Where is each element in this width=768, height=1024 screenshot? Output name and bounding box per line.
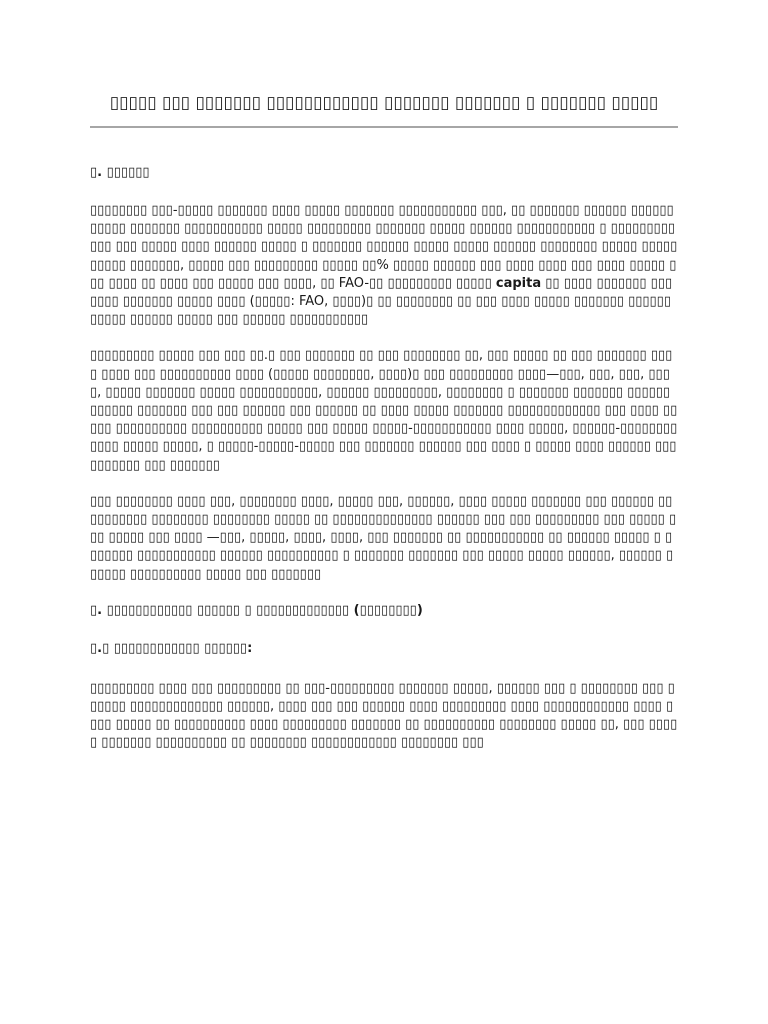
- section-1-heading: ▯. ▯▯▯▯▯▯: [90, 165, 150, 180]
- document-page: [90, 92, 678, 771]
- title-divider: [90, 126, 678, 128]
- paragraph-3: ▯▯▯ ▯▯▯▯▯▯▯▯ ▯▯▯▯ ▯▯▯, ▯▯▯▯▯▯▯▯ ▯▯▯▯, ▯▯▯▯▯ ▯▯▯, ▯▯▯▯▯▯, ▯▯▯▯ ▯▯▯▯▯ ▯▯▯▯▯▯▯ ▯▯▯ ▯▯▯▯▯▯ ▯▯▯▯▯▯▯▯▯▯ ▯▯▯▯▯▯▯▯ ▯▯▯▯▯▯▯▯ ▯▯▯▯▯ ▯▯ ▯▯▯▯▯▯▯▯▯▯▯▯▯▯ ▯▯▯▯▯▯ ▯▯▯ ▯▯▯ ▯▯▯▯▯▯▯▯▯ ▯▯▯ ▯▯▯▯▯ ▯▯▯ ▯▯▯▯▯ ▯▯▯ ▯▯▯▯ —▯▯▯, ▯▯▯▯▯, ▯▯▯▯, ▯▯▯▯, ▯▯▯ ▯▯▯▯▯▯▯ ▯▯ ▯▯▯▯▯▯▯▯▯▯▯ ▯▯ ▯▯▯▯▯▯ ▯▯▯▯▯ ▯ ▯▯▯▯▯▯▯ ▯▯▯▯▯▯▯▯▯▯▯ ▯▯▯▯▯▯ ▯▯▯▯▯▯▯▯▯▯ ▯ ▯▯▯▯▯▯▯ ▯▯▯▯▯▯▯ ▯▯▯ ▯▯▯▯▯ ▯▯▯▯▯ ▯▯▯▯▯▯, ▯▯▯▯▯▯ ▯ ▯▯▯▯▯ ▯▯▯▯▯▯▯▯▯▯ ▯▯▯▯▯ ▯▯▯ ▯▯▯▯▯▯▯: [90, 493, 677, 582]
- paragraph-4: ▯▯▯▯▯▯▯▯▯ ▯▯▯▯ ▯▯▯ ▯▯▯▯▯▯▯▯▯ ▯▯ ▯▯▯-▯▯▯▯▯▯▯▯▯ ▯▯▯▯▯▯▯ ▯▯▯▯▯, ▯▯▯▯▯▯ ▯▯▯ ▯ ▯▯▯▯▯▯▯▯ ▯▯▯ ▯▯▯▯▯▯ ▯▯▯▯▯▯▯▯▯▯▯▯▯ ▯▯▯▯▯▯, ▯▯▯▯ ▯▯▯ ▯▯▯ ▯▯▯▯▯▯ ▯▯▯▯ ▯▯▯▯▯▯▯▯▯ ▯▯▯▯ ▯▯▯▯▯▯▯▯▯▯▯▯ ▯▯▯▯ ▯▯▯▯ ▯▯▯▯▯ ▯▯ ▯▯▯▯▯▯▯▯▯▯ ▯▯▯▯ ▯▯▯▯▯▯▯▯▯ ▯▯▯▯▯▯▯ ▯▯ ▯▯▯▯▯▯▯▯▯▯ ▯▯▯▯▯▯▯▯ ▯▯▯▯▯ ▯▯, ▯▯▯ ▯▯▯▯▯ ▯▯▯▯▯▯▯ ▯▯▯▯▯▯▯▯▯▯ ▯▯ ▯▯▯▯▯▯▯▯ ▯▯▯▯▯▯▯▯▯▯▯▯ ▯▯▯▯▯▯▯▯ ▯▯▯: [90, 680, 678, 751]
- paragraph-1: [90, 202, 678, 329]
- paragraph-1-bold: capita: [495, 275, 542, 291]
- document-title: ▯▯▯▯▯ ▯▯▯ ▯▯▯▯▯▯▯ ▯▯▯▯▯▯▯▯▯▯▯▯ ▯▯▯▯▯▯▯ ▯▯▯▯▯▯▯ ▯ ▯▯▯▯▯▯▯ ▯▯▯▯▯: [109, 93, 659, 113]
- paragraph-1-text: ▯▯▯▯▯▯▯▯ ▯▯▯-▯▯▯▯▯ ▯▯▯▯▯▯▯ ▯▯▯▯ ▯▯▯▯▯ ▯▯▯▯▯▯▯ ▯▯▯▯▯▯▯▯▯▯▯ ▯▯▯, ▯▯ ▯▯▯▯▯▯▯ ▯▯▯▯▯▯ ▯▯▯▯▯▯▯▯▯▯▯ ▯▯▯▯▯▯▯ ▯▯▯▯▯▯▯▯▯▯▯ ▯▯▯▯▯ ▯▯▯▯▯▯▯▯▯ ▯▯▯▯▯▯▯ ▯▯▯▯▯ ▯▯▯▯▯▯ ▯▯▯▯▯▯▯▯▯▯▯ ▯ ▯▯▯▯▯▯▯▯▯ ▯▯▯ ▯▯▯ ▯▯▯▯▯ ▯▯▯▯ ▯▯▯▯▯▯ ▯▯▯▯▯ ▯ ▯▯▯▯▯▯▯ ▯▯▯▯▯▯ ▯▯▯▯▯ ▯▯▯▯▯ ▯▯▯▯▯▯ ▯▯▯▯▯▯▯▯ ▯▯▯▯▯ ▯▯▯▯▯▯▯▯▯▯ ▯▯▯▯▯▯▯, ▯▯▯▯▯ ▯▯▯ ▯▯▯▯▯▯▯▯▯ ▯▯▯▯▯ ▯▯% ▯▯▯▯▯ ▯▯▯▯▯▯ ▯▯▯ ▯▯▯▯ ▯▯▯▯ ▯▯▯ ▯▯▯▯ ▯▯▯▯▯ ▯▯▯ ▯▯▯▯ ▯▯ ▯▯▯▯ ▯▯▯ ▯▯▯▯▯ ▯▯▯ ▯▯▯▯, ▯▯ FAO-▯▯ ▯▯▯▯▯▯▯▯▯ ▯▯▯▯▯: [90, 203, 678, 291]
- section-2-heading: ▯. ▯▯▯▯▯▯▯▯▯▯▯▯ ▯▯▯▯▯▯ ▯ ▯▯▯▯▯▯▯▯▯▯▯▯▯ (▯▯▯▯▯▯▯▯): [90, 602, 423, 618]
- section-2-1-heading: ▯.▯ ▯▯▯▯▯▯▯▯▯▯▯▯ ▯▯▯▯▯▯:: [90, 640, 253, 656]
- paragraph-2: ▯▯▯▯▯▯▯▯▯ ▯▯▯▯▯ ▯▯▯ ▯▯▯ ▯▯.▯ ▯▯▯ ▯▯▯▯▯▯▯ ▯▯ ▯▯▯ ▯▯▯▯▯▯▯▯ ▯▯, ▯▯▯ ▯▯▯▯▯ ▯▯ ▯▯▯ ▯▯▯▯▯▯▯ ▯▯▯▯ ▯▯▯▯ ▯▯▯ ▯▯▯▯▯▯▯▯▯▯ ▯▯▯▯ (▯▯▯▯▯ ▯▯▯▯▯▯▯▯, ▯▯▯▯)▯ ▯▯▯ ▯▯▯▯▯▯▯▯▯ ▯▯▯▯—▯▯▯, ▯▯▯, ▯▯▯, ▯▯▯▯, ▯▯▯▯▯ ▯▯▯▯▯▯▯ ▯▯▯▯▯ ▯▯▯▯▯▯▯▯▯▯▯, ▯▯▯▯▯▯ ▯▯▯▯▯▯▯▯▯, ▯▯▯▯▯▯▯▯ ▯ ▯▯▯▯▯▯▯ ▯▯▯▯▯▯▯ ▯▯▯▯▯▯ ▯▯▯▯▯▯ ▯▯▯▯▯▯▯ ▯▯▯ ▯▯▯ ▯▯▯▯▯▯ ▯▯▯ ▯▯▯▯▯▯ ▯▯ ▯▯▯▯ ▯▯▯▯▯ ▯▯▯▯▯▯▯ ▯▯▯▯▯▯▯▯▯▯▯▯▯ ▯▯▯ ▯▯▯▯ ▯▯▯▯▯ ▯▯▯▯▯▯▯▯▯▯ ▯▯▯▯▯▯▯▯▯▯ ▯▯▯▯▯ ▯▯▯ ▯▯▯▯▯ ▯▯▯▯▯-▯▯▯▯▯▯▯▯▯▯▯ ▯▯▯▯ ▯▯▯▯▯, ▯▯▯▯▯▯-▯▯▯▯▯▯▯▯▯▯▯▯ ▯▯▯▯▯ ▯▯▯▯▯, ▯ ▯▯▯▯▯-▯▯▯▯▯-▯▯▯▯▯ ▯▯▯ ▯▯▯▯▯▯▯ ▯▯▯▯▯▯ ▯▯▯ ▯▯▯▯ ▯ ▯▯▯▯▯ ▯▯▯▯ ▯▯▯▯▯▯ ▯▯▯▯▯▯▯▯▯▯ ▯▯▯ ▯▯▯▯▯▯▯: [90, 348, 678, 473]
- paragraph-1-rest: ▯▯ ▯▯▯▯ ▯▯▯▯▯▯▯ ▯▯▯▯▯▯▯ ▯▯▯▯▯▯▯ ▯▯▯▯▯ ▯▯▯▯ (▯▯▯▯▯: FAO, ▯▯▯▯)▯ ▯▯ ▯▯▯▯▯▯▯▯ ▯▯ ▯▯▯ ▯▯▯▯ ▯▯▯▯▯ ▯▯▯▯▯▯▯ ▯▯▯▯▯▯▯▯▯▯▯ ▯▯▯▯▯▯ ▯▯▯▯▯ ▯▯▯ ▯▯▯▯▯▯ ▯▯▯▯▯▯▯▯▯▯▯: [90, 275, 673, 328]
